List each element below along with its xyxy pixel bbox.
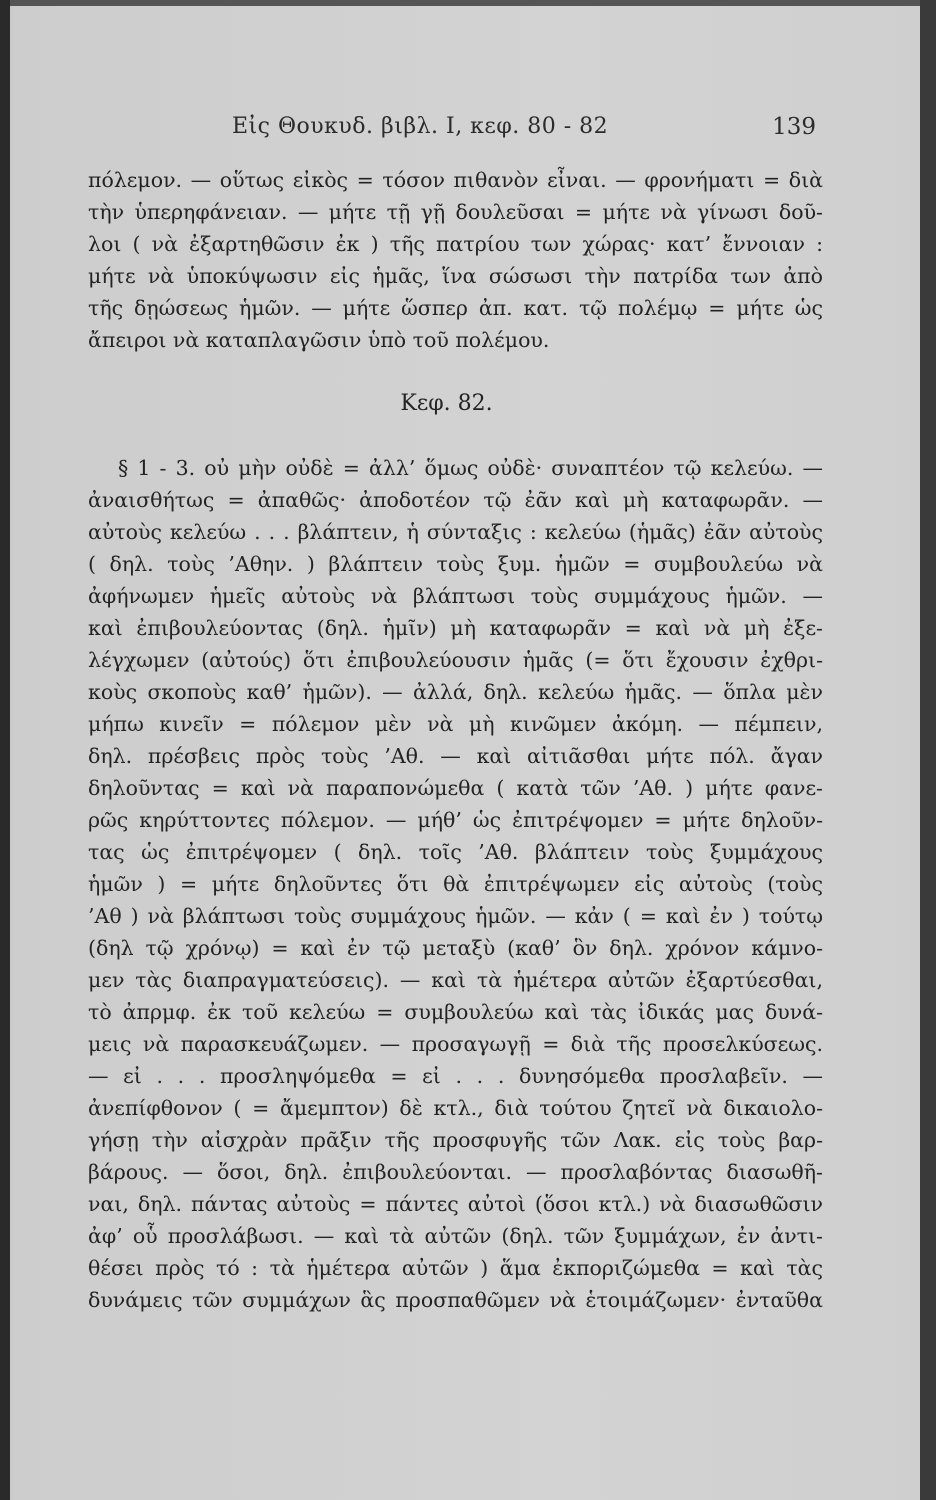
text-line: (δηλ τῷ χρόνῳ) = καὶ ἐν τῷ μεταξὺ (καθ’ ὃν δηλ. χρόνον κάμνο- xyxy=(88,936,823,960)
scan-border-right xyxy=(920,0,936,1500)
page-header xyxy=(90,114,820,148)
text-line: ( δηλ. τοὺς ’Αθην. ) βλάπτειν τοὺς ξυμ. ἡμῶν = συμβουλεύω νὰ xyxy=(88,552,823,576)
scan-border-top xyxy=(0,0,936,6)
text-line: δυνάμεις τῶν συμμάχων ἃς προσπαθῶμεν νὰ ἑτοιμάζωμεν· ἐνταῦθα xyxy=(88,1288,823,1312)
paragraph-2 xyxy=(88,452,823,1316)
scan-border-left xyxy=(0,0,10,1500)
chapter-heading: Κεφ. 82. xyxy=(400,391,493,416)
page-body xyxy=(88,164,823,1316)
text-line: λέγχωμεν (αὐτούς) ὅτι ἐπιβουλεύουσιν ἡμᾶς (= ὅτι ἔχουσιν ἐχθρι- xyxy=(88,648,823,672)
text-line: ἄπειροι νὰ καταπλαγῶσιν ὑπὸ τοῦ πολέμου. xyxy=(88,328,550,352)
text-line: μήπω κινεῖν = πόλεμον μὲν νὰ μὴ κινῶμεν ἀκόμη. — πέμπειν, xyxy=(88,712,823,736)
text-line: βάρους. — ὅσοι, δηλ. ἐπιβουλεύονται. — προσλαβόντας διασωθῆ- xyxy=(88,1160,823,1184)
text-line: τῆς δῃώσεως ἡμῶν. — μήτε ὥσπερ ἀπ. κατ. τῷ πολέμῳ = μήτε ὡς xyxy=(88,296,823,320)
text-line: δηλ. πρέσβεις πρὸς τοὺς ’Αθ. — καὶ αἰτιᾶσθαι μήτε πόλ. ἄγαν xyxy=(88,744,823,768)
text-line: μήτε νὰ ὑποκύψωσιν εἰς ἡμᾶς, ἵνα σώσωσι τὴν πατρίδα των ἀπὸ xyxy=(88,264,823,288)
text-line: — εἰ . . . προσληψόμεθα = εἰ . . . δυνησόμεθα προσλαβεῖν. — xyxy=(88,1064,823,1088)
running-head: Εἰς Θουκυδ. βιβλ. Ι, κεφ. 80 - 82 xyxy=(232,114,609,139)
text-line: τὴν ὑπερηφάνειαν. — μήτε τῇ γῇ δουλεῦσαι = μήτε νὰ γίνωσι δοῦ- xyxy=(88,200,823,224)
text-line: δηλοῦντας = καὶ νὰ παραπονώμεθα ( κατὰ τῶν ’Αθ. ) μήτε φανε- xyxy=(88,776,823,800)
text-line: ρῶς κηρύττοντες πόλεμον. — μήθ’ ὡς ἐπιτρέψομεν = μήτε δηλοῦν- xyxy=(88,808,823,832)
text-line: τας ὡς ἐπιτρέψομεν ( δηλ. τοῖς ’Αθ. βλάπτειν τοὺς ξυμμάχους xyxy=(88,840,823,864)
text-line: ’Αθ ) νὰ βλάπτωσι τοὺς συμμάχους ἡμῶν. — κἀν ( = καὶ ἐν ) τούτῳ xyxy=(88,904,823,928)
text-line: θέσει πρὸς τό : τὰ ἡμέτερα αὐτῶν ) ἅμα ἐκποριζώμεθα = καὶ τὰς xyxy=(88,1256,823,1280)
text-line: τὸ ἀπρμφ. ἐκ τοῦ κελεύω = συμβουλεύω καὶ τὰς ἰδικάς μας δυνά- xyxy=(88,1000,823,1024)
paragraph-1 xyxy=(88,164,823,356)
text-line: αὐτοὺς κελεύω . . . βλάπτειν, ἡ σύνταξις : κελεύω (ἡμᾶς) ἐᾶν αὐτοὺς xyxy=(88,520,823,544)
text-line: πόλεμον. — οὕτως εἰκὸς = τόσον πιθανὸν εἶναι. — φρονήματι = διὰ xyxy=(88,168,823,192)
text-line: μεις νὰ παρασκευάζωμεν. — προσαγωγῇ = διὰ τῆς προσελκύσεως. xyxy=(88,1032,823,1056)
text-line: καὶ ἐπιβουλεύοντας (δηλ. ἡμῖν) μὴ καταφωρᾶν = καὶ νὰ μὴ ἐξε- xyxy=(88,616,823,640)
text-line: ναι, δηλ. πάντας αὐτοὺς = πάντες αὐτοὶ (ὅσοι κτλ.) νὰ διασωθῶσιν xyxy=(88,1192,823,1216)
text-line: ἀνεπίφθονον ( = ἄμεμπτον) δὲ κτλ., διὰ τούτου ζητεῖ νὰ δικαιολο- xyxy=(88,1096,823,1120)
text-line: ἀφ’ οὗ προσλάβωσι. — καὶ τὰ αὐτῶν (δηλ. τῶν ξυμμάχων, ἐν ἀντι- xyxy=(88,1224,823,1248)
text-line: μεν τὰς διαπραγματεύσεις). — καὶ τὰ ἡμέτερα αὐτῶν ἐξαρτύεσθαι, xyxy=(88,968,823,992)
text-line: λοι ( νὰ ἐξαρτηθῶσιν ἐκ ) τῆς πατρίου των χώρας· κατ’ ἔννοιαν : xyxy=(88,232,823,256)
text-line: ἀφήνωμεν ἡμεῖς αὐτοὺς νὰ βλάπτωσι τοὺς συμμάχους ἡμῶν. — xyxy=(88,584,823,608)
text-line: ἀναισθήτως = ἀπαθῶς· ἀποδοτέον τῷ ἐᾶν καὶ μὴ καταφωρᾶν. — xyxy=(88,488,823,512)
page-number: 139 xyxy=(772,114,816,140)
text-line: ἡμῶν ) = μήτε δηλοῦντες ὅτι θὰ ἐπιτρέψωμεν εἰς αὐτοὺς (τοὺς xyxy=(88,872,823,896)
text-line: γήσῃ τὴν αἰσχρὰν πρᾶξιν τῆς προσφυγῆς τῶν Λακ. εἰς τοὺς βαρ- xyxy=(88,1128,823,1152)
text-line: § 1 - 3. οὐ μὴν οὐδὲ = ἀλλ’ ὅμως οὐδὲ· συναπτέον τῷ κελεύω. — xyxy=(118,456,823,480)
text-line: κοὺς σκοποὺς καθ’ ἡμῶν). — ἀλλά, δηλ. κελεύω ἡμᾶς. — ὅπλα μὲν xyxy=(88,680,823,704)
